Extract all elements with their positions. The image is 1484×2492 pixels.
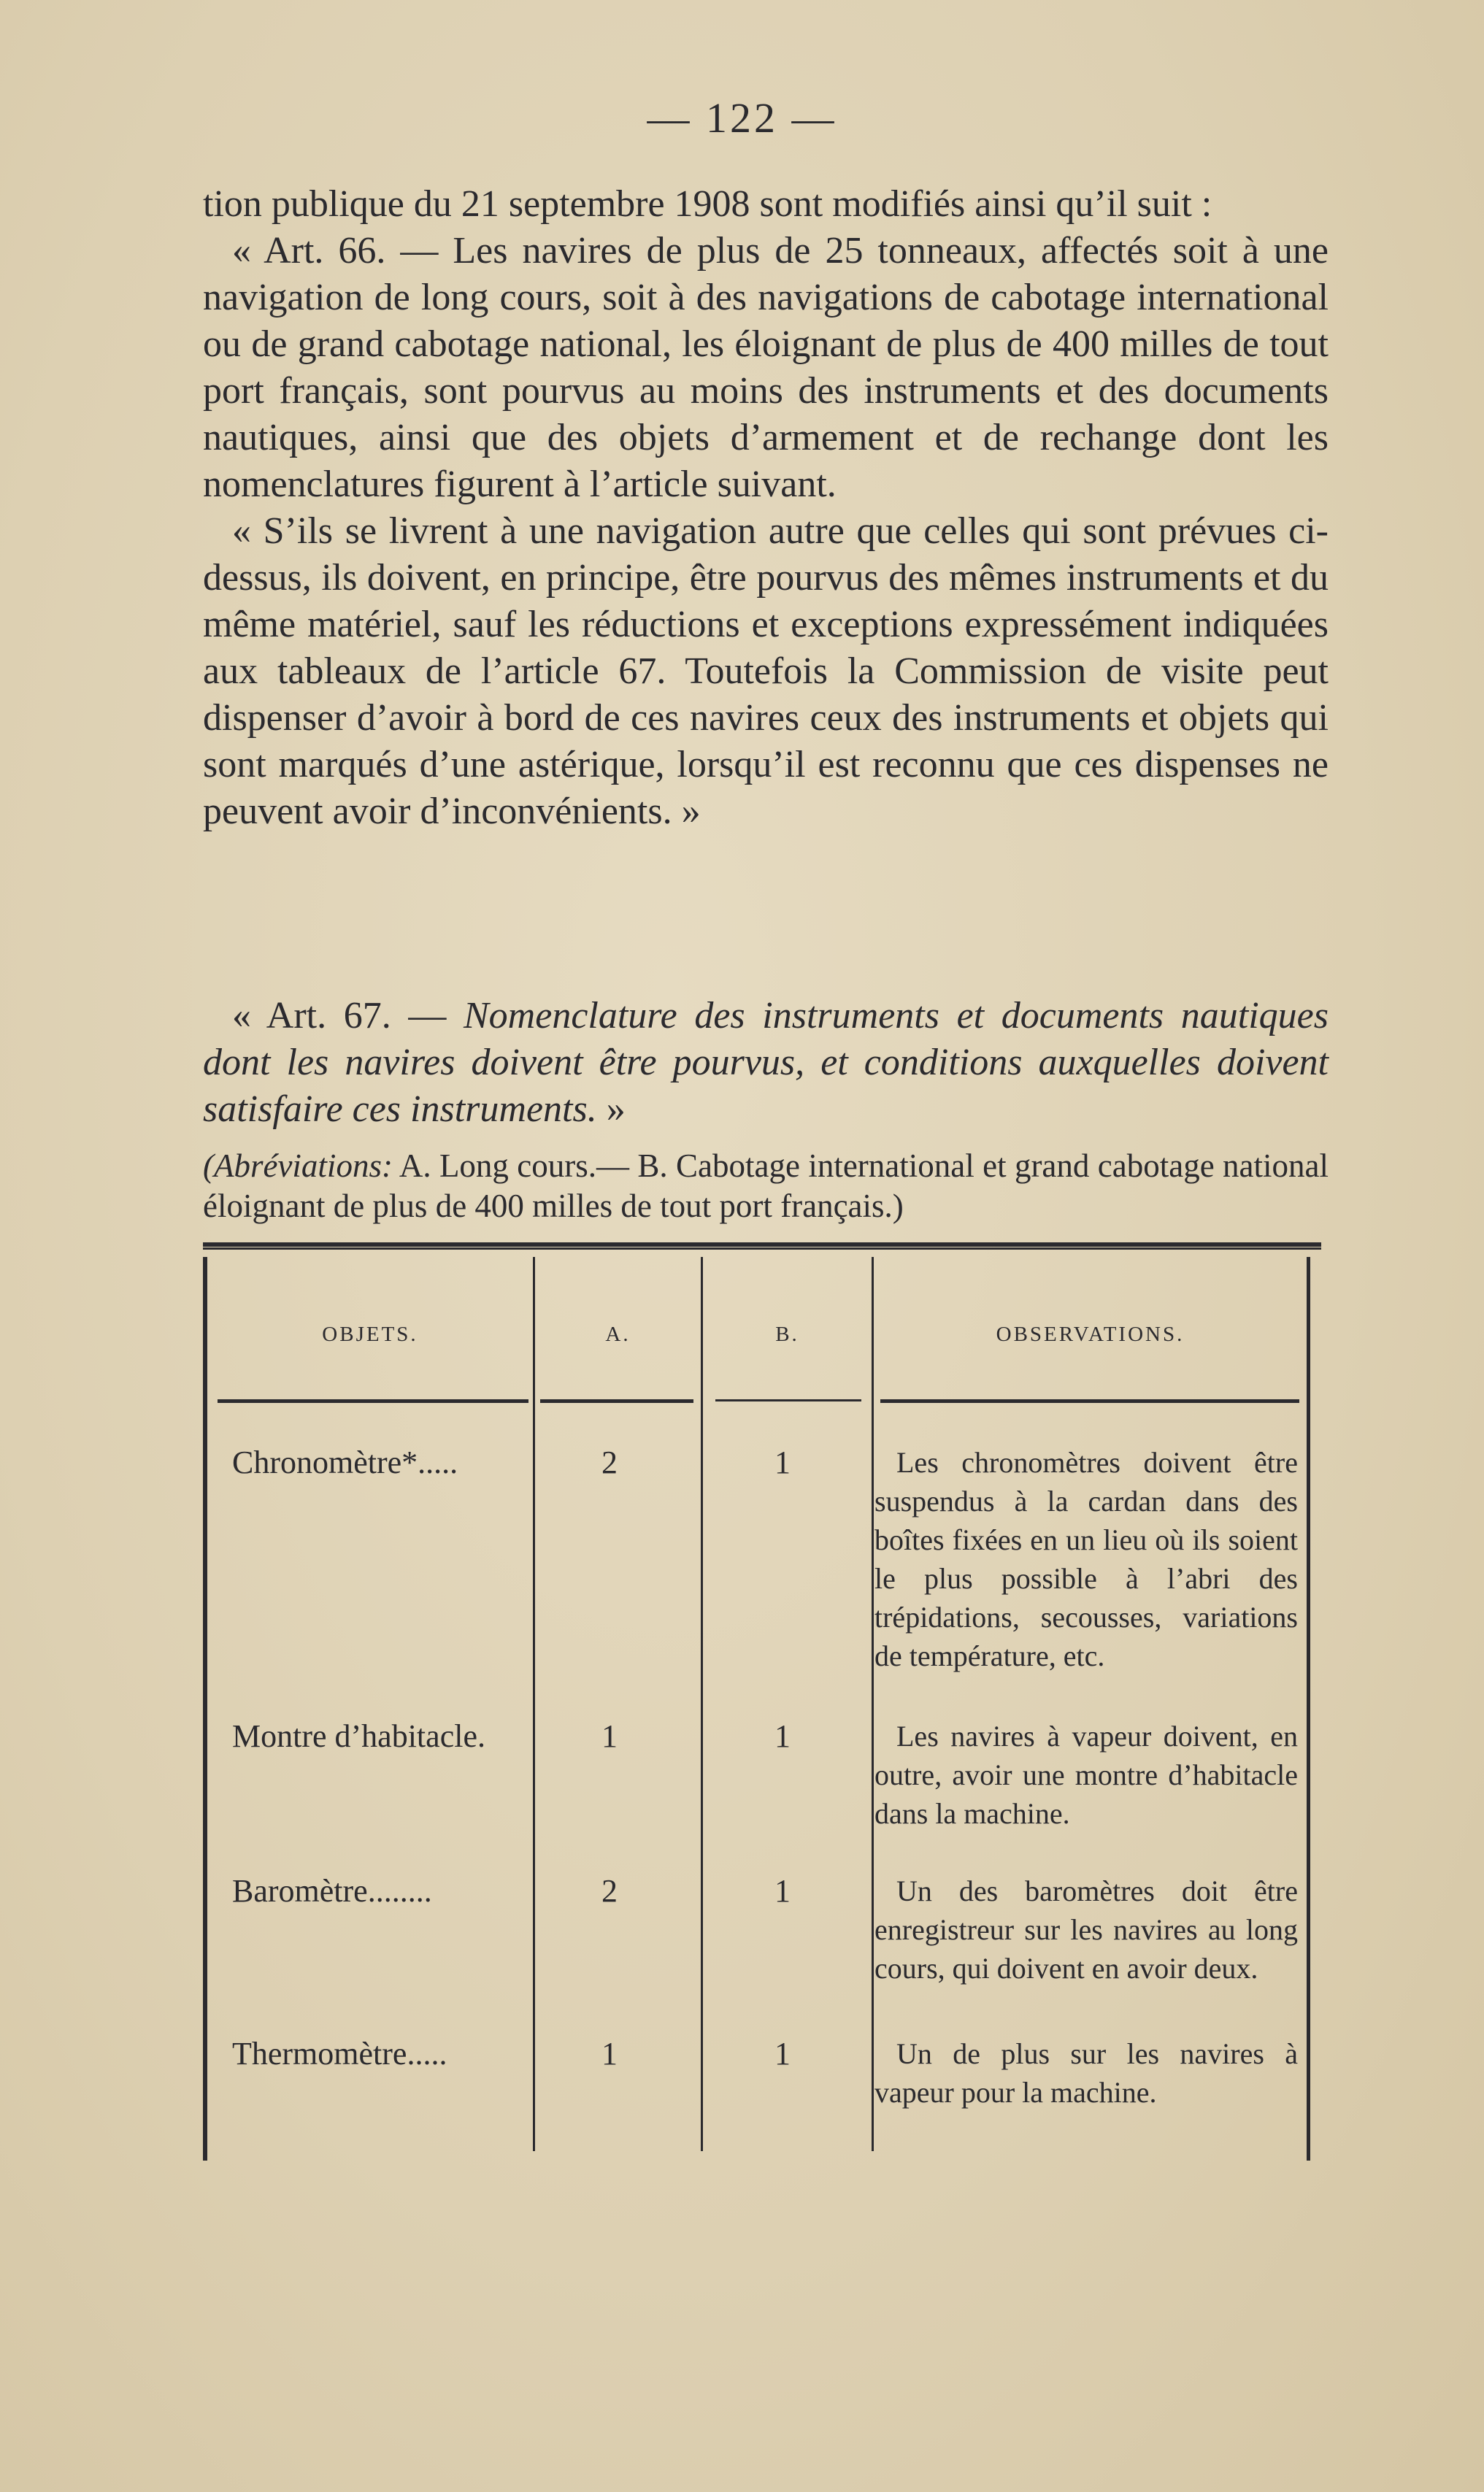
- table-border-right: [1307, 1257, 1310, 2161]
- column-divider: [872, 1257, 874, 2151]
- row-observation: [874, 1717, 1298, 1833]
- article-67-title: Nomenclature des instruments et documents nautiques dont les navires doivent être pourvus, et conditions auxquelles doivent satisfaire ces instruments.: [203, 995, 1329, 1130]
- abbreviations-label: (Abréviations:: [203, 1147, 393, 1184]
- observation-text: Les navires à vapeur doivent, en outre, avoir une montre d’habitacle dans la machine.: [874, 1720, 1298, 1830]
- row-observation: [874, 1443, 1298, 1675]
- row-value-b: 1: [774, 1445, 791, 1480]
- header-b: B.: [775, 1323, 799, 1346]
- row-value-a: 2: [601, 1445, 618, 1480]
- row-objet: Montre d’habitacle.: [232, 1718, 485, 1754]
- header-objets: OBJETS.: [322, 1323, 418, 1346]
- article-67-heading: [203, 993, 1329, 1133]
- table-border-left: [203, 1257, 207, 2161]
- row-observation: [874, 2034, 1298, 2112]
- row-value-b: 1: [774, 2036, 791, 2072]
- observation-text: Un de plus sur les navires à vapeur pour la machine.: [874, 2037, 1298, 2109]
- row-objet: Chronomètre*.....: [232, 1445, 458, 1480]
- article-67-lead: « Art. 67. —: [232, 995, 447, 1037]
- row-value-a: 2: [601, 1873, 618, 1909]
- page-number: — 122 —: [647, 94, 837, 142]
- row-value-a: 1: [601, 2036, 618, 2072]
- column-divider: [533, 1257, 535, 2151]
- header-rule: [880, 1399, 1299, 1403]
- row-value-a: 1: [601, 1718, 618, 1754]
- observation-text: Les chronomètres doivent être suspendus à la cardan dans des boîtes fixées en un lieu où ils soient le plus possible à l’abri des trépidations, secousses, variations de température, etc.: [874, 1446, 1298, 1672]
- column-divider: [701, 1257, 703, 2151]
- row-objet: Thermomètre.....: [232, 2036, 447, 2072]
- paragraph-exceptions: « S’ils se livrent à une navigation autre que celles qui sont prévues ci-dessus, ils doivent, en principe, être pourvus des mêmes instruments et du même matériel, sauf les réductions et exceptions expressément indiquées aux tableaux de l’article 67. Toutefois la Commission de visite peut dispenser d’avoir à bord de ces navires ceux des instruments et objets qui sont marqués d’une astérique, lorsqu’il est reconnu que ces dispenses ne peuvent avoir d’inconvénients. »: [203, 510, 1329, 832]
- header-rule: [540, 1399, 693, 1403]
- row-value-b: 1: [774, 1718, 791, 1754]
- header-observations: OBSERVATIONS.: [996, 1323, 1185, 1346]
- intro-text: [203, 181, 1329, 835]
- row-observation: [874, 1872, 1298, 1988]
- row-objet: Baromètre........: [232, 1873, 432, 1909]
- paragraph-article-66: « Art. 66. — Les navires de plus de 25 tonneaux, affectés soit à une navigation de long cours, soit à des navigations de cabotage international ou de grand cabotage national, les éloignant de plus de 400 milles de tout port français, sont pourvus au moins des instruments et des documents nautiques, ainsi que des objets d’armement et de rechange dont les nomenclatures figurent à l’article suivant.: [203, 230, 1329, 505]
- instruments-table: [203, 1242, 1321, 2161]
- row-value-b: 1: [774, 1873, 791, 1909]
- header-rule: [218, 1399, 528, 1403]
- header-rule: [715, 1399, 861, 1401]
- table-top-rule: [203, 1242, 1321, 1250]
- abbreviations-note: [203, 1146, 1329, 1226]
- observation-text: Un des baromètres doit être enregistreur sur les navires au long cours, qui doivent en avoir deux.: [874, 1874, 1298, 1985]
- article-67-close: »: [606, 1088, 626, 1130]
- paragraph: tion publique du 21 septembre 1908 sont modifiés ainsi qu’il suit :: [203, 183, 1212, 225]
- abbreviations-text: A. Long cours.— B. Cabotage international et grand cabotage national éloignant de plus de 400 milles de tout port français.): [203, 1147, 1329, 1224]
- header-a: A.: [605, 1323, 631, 1346]
